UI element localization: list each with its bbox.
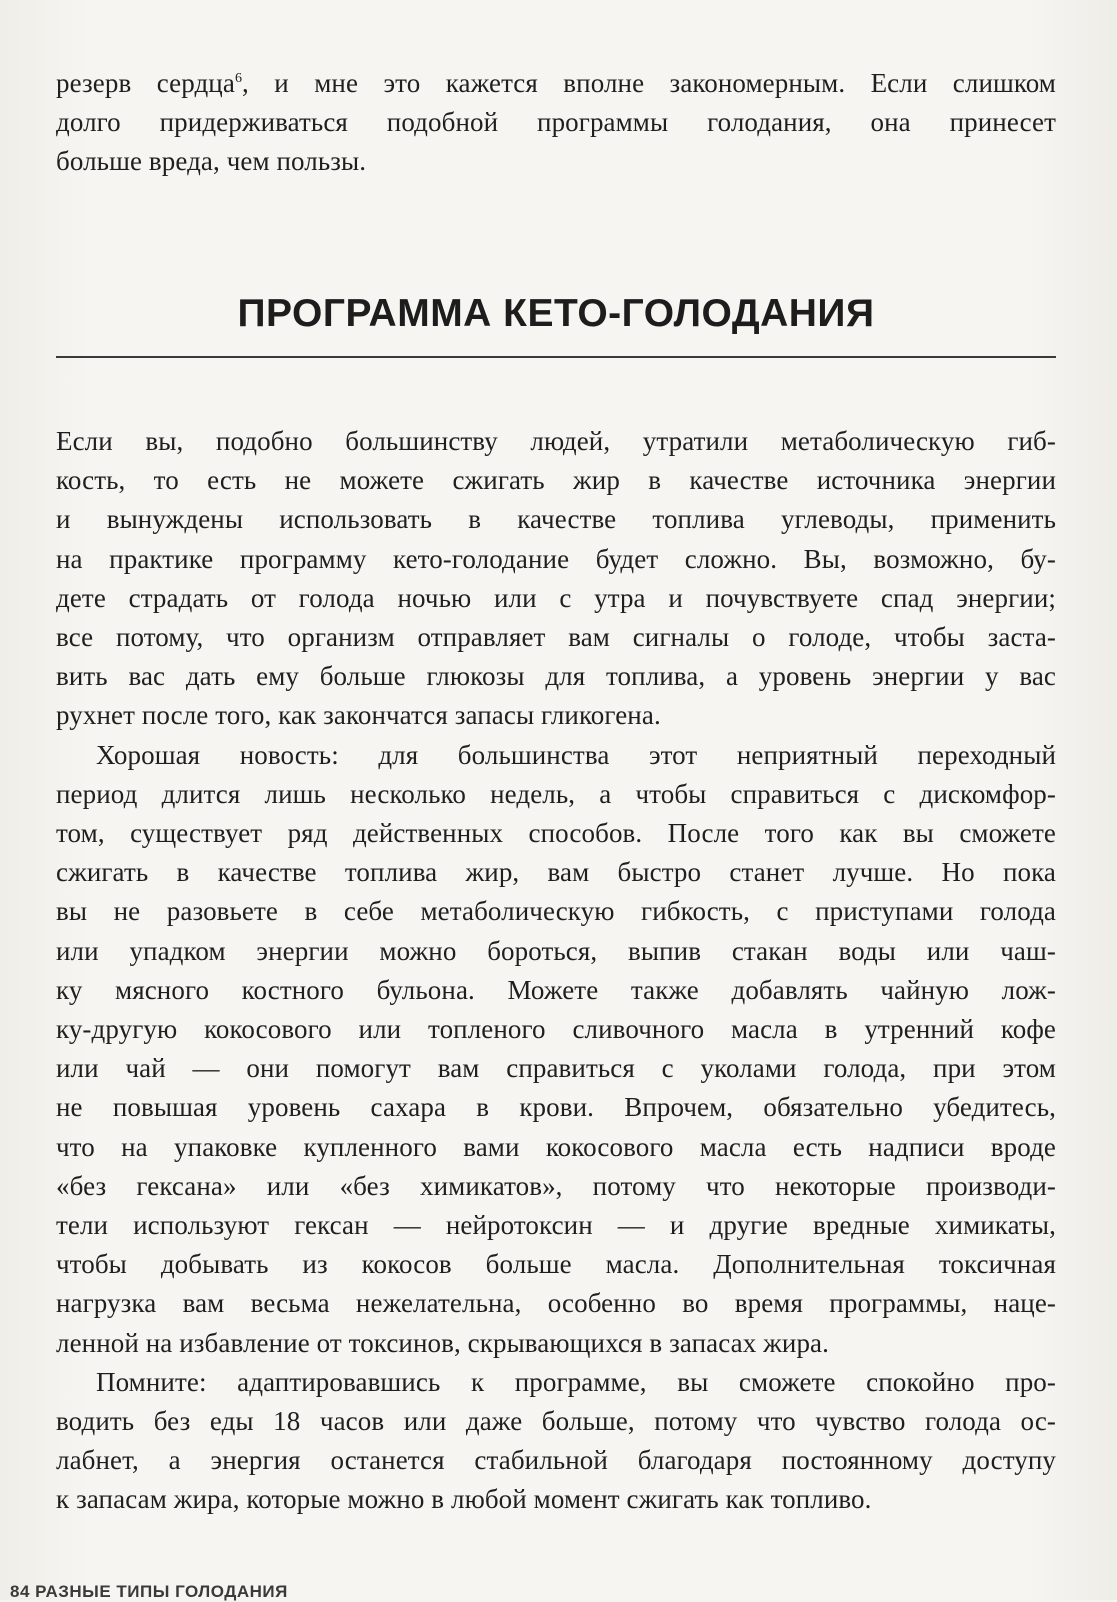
- text-line: дете страдать от голода ночью или с утра и почувствуете спад энергии;: [56, 582, 1056, 613]
- body-text: [56, 422, 1056, 1520]
- text-line: ку мясного костного бульона. Можете также добавлять чайную лож-: [56, 974, 1056, 1005]
- text-line: вить вас дать ему больше глюкозы для топлива, а уровень энергии у вас: [56, 661, 1056, 692]
- text-line: не повышая уровень сахара в крови. Впрочем, обязательно убедитесь,: [56, 1092, 1056, 1123]
- paragraph-3: [56, 1363, 1056, 1520]
- running-footer: 84 РАЗНЫЕ ТИПЫ ГОЛОДАНИЯ: [10, 1582, 288, 1601]
- text-line: сжигать в качестве топлива жир, вам быстро станет лучше. Но пока: [56, 857, 1056, 888]
- text-line: том, существует ряд действенных способов. После того как вы сможете: [56, 818, 1056, 849]
- section-heading: ПРОГРАММА КЕТО-ГОЛОДАНИЯ: [237, 292, 875, 335]
- text-line: период длится лишь несколько недель, а чтобы справиться с дискомфор-: [56, 778, 1056, 809]
- text-line: лабнет, а энергия останется стабильной благодаря постоянному доступу: [56, 1445, 1056, 1476]
- text-line: водить без еды 18 часов или даже больше, потому что чувство голода ос-: [56, 1406, 1056, 1437]
- paragraph-1: [56, 422, 1056, 736]
- text-line: Если вы, подобно большинству людей, утратили метаболическую гиб-: [56, 426, 1056, 456]
- text-line: или чай — они помогут вам справиться с уколами голода, при этом: [56, 1053, 1056, 1084]
- text-line: тели используют гексан — нейротоксин — и другие вредные химикаты,: [56, 1210, 1056, 1241]
- text-line: вы не разовьете в себе метаболическую гибкость, с приступами голода: [56, 896, 1056, 927]
- footnote-marker: 6: [234, 71, 243, 86]
- text-line: больше вреда, чем пользы.: [56, 146, 367, 177]
- text-line: все потому, что организм отправляет вам сигналы о голоде, чтобы заста-: [56, 622, 1056, 653]
- text-line: кость, то есть не можете сжигать жир в качестве источника энергии: [56, 465, 1056, 496]
- text-line: долго придерживаться подобной программы голодания, она принесет: [56, 107, 1056, 138]
- text-line: «без гексана» или «без химикатов», потому что некоторые производи-: [56, 1170, 1056, 1201]
- text-line: резерв сердца$^6$, и мне это кажется вполне закономерным. Если слишком: [56, 68, 1056, 98]
- text-line: Хорошая новость: для большинства этот неприятный переходный: [96, 739, 1056, 770]
- paragraph-2: [56, 736, 1056, 1363]
- text-line: нагрузка вам весьма нежелательна, особенно во время программы, наце-: [56, 1288, 1056, 1319]
- text-line: что на упаковке купленного вами кокосового масла есть надписи вроде: [56, 1131, 1056, 1162]
- text-line: Помните: адаптировавшись к программе, вы сможете спокойно про-: [96, 1366, 1056, 1397]
- text-line: ку-другую кокосового или топленого сливочного масла в утренний кофе: [56, 1014, 1056, 1045]
- text-line: чтобы добывать из кокосов больше масла. Дополнительная токсичная: [56, 1249, 1056, 1280]
- text-line: и вынуждены использовать в качестве топлива углеводы, применить: [56, 504, 1056, 535]
- heading-underline: [56, 356, 1056, 358]
- text-line: рухнет после того, как закончатся запасы гликогена.: [56, 700, 661, 731]
- text-line: ленной на избавление от токсинов, скрывающихся в запасах жира.: [56, 1327, 829, 1358]
- intro-paragraph: [56, 64, 1056, 182]
- text-line: на практике программу кето-голодание будет сложно. Вы, возможно, бу-: [56, 543, 1056, 574]
- text-line: или упадком энергии можно бороться, выпив стакан воды или чаш-: [56, 935, 1056, 966]
- text-line: к запасам жира, которые можно в любой момент сжигать как топливо.: [56, 1484, 872, 1515]
